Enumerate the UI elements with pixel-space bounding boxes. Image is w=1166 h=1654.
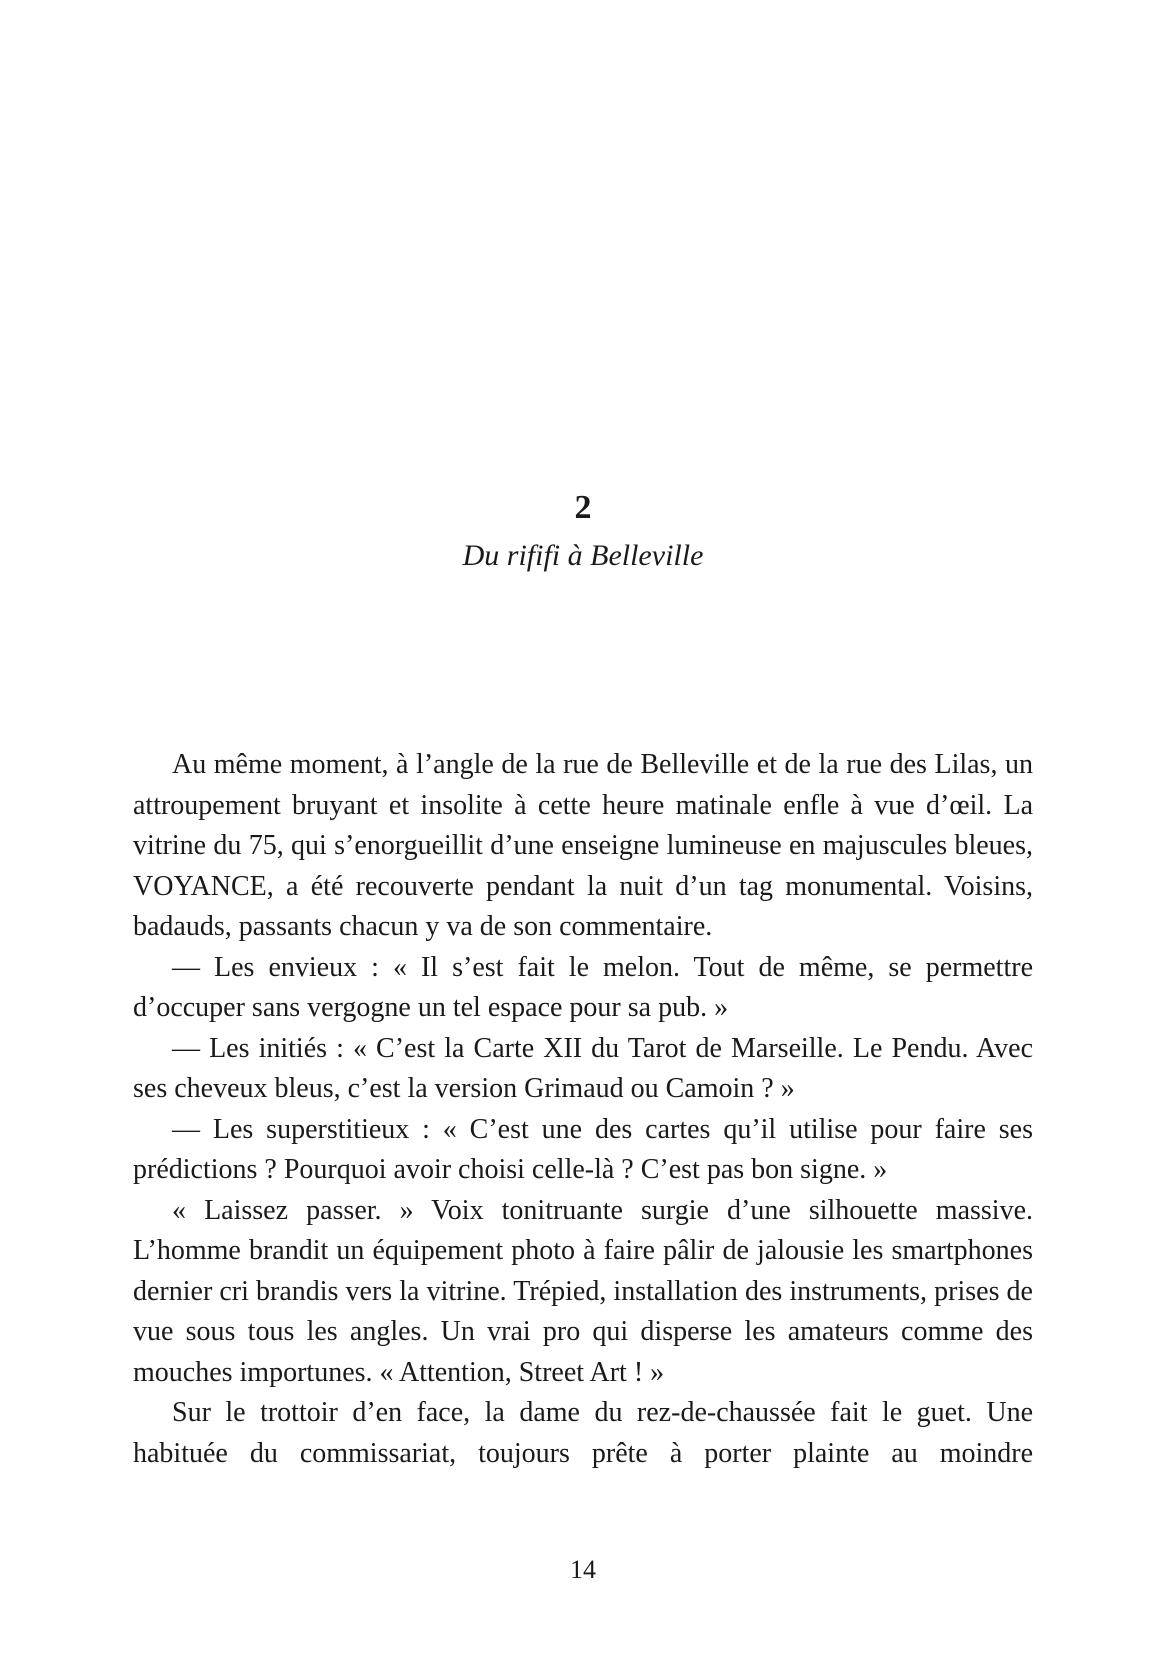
paragraph: — Les envieux : « Il s’est fait le melon. Tout de même, se permettre d’occuper sans vergogne un tel espace pour sa pub. » [133, 951, 1033, 1023]
paragraph: — Les superstitieux : « C’est une des cartes qu’il utilise pour faire ses prédictions ? Pourquoi avoir choisi celle-là ? C’est pas bon signe. » [133, 1113, 1033, 1185]
chapter-title: Du rififi à Belleville [462, 539, 704, 572]
paragraph: Sur le trottoir d’en face, la dame du rez-de-chaussée fait le guet. Une habituée du commissariat, toujours prête à porter plainte au moindre [133, 1397, 1033, 1469]
paragraph: Au même moment, à l’angle de la rue de Belleville et de la rue des Lilas, un attroupement bruyant et insolite à cette heure matinale enfle à vue d’œil. La vitrine du 75, qui s’enorgueillit d’une enseigne lumineuse en majuscules bleues, VOYANCE, a été recouverte pendant la nuit d’un tag monumental. Voisins, badauds, passants chacun y va de son commentaire. [133, 749, 1033, 942]
paragraph: — Les initiés : « C’est la Carte XII du Tarot de Marseille. Le Pendu. Avec ses cheveux bleus, c’est la version Grimaud ou Camoin ? » [133, 1032, 1033, 1104]
chapter-body [133, 745, 1033, 1474]
paragraph: « Laissez passer. » Voix tonitruante surgie d’une silhouette massive. L’homme brandit un équipement photo à faire pâlir de jalousie les smartphones dernier cri brandis vers la vitrine. Trépied, installation des instruments, prises de vue sous tous les angles. Un vrai pro qui disperse les amateurs comme des mouches importunes. « Attention, Street Art ! » [133, 1194, 1033, 1388]
chapter-number: 2 [574, 489, 592, 526]
page-number: 14 [570, 1555, 596, 1584]
